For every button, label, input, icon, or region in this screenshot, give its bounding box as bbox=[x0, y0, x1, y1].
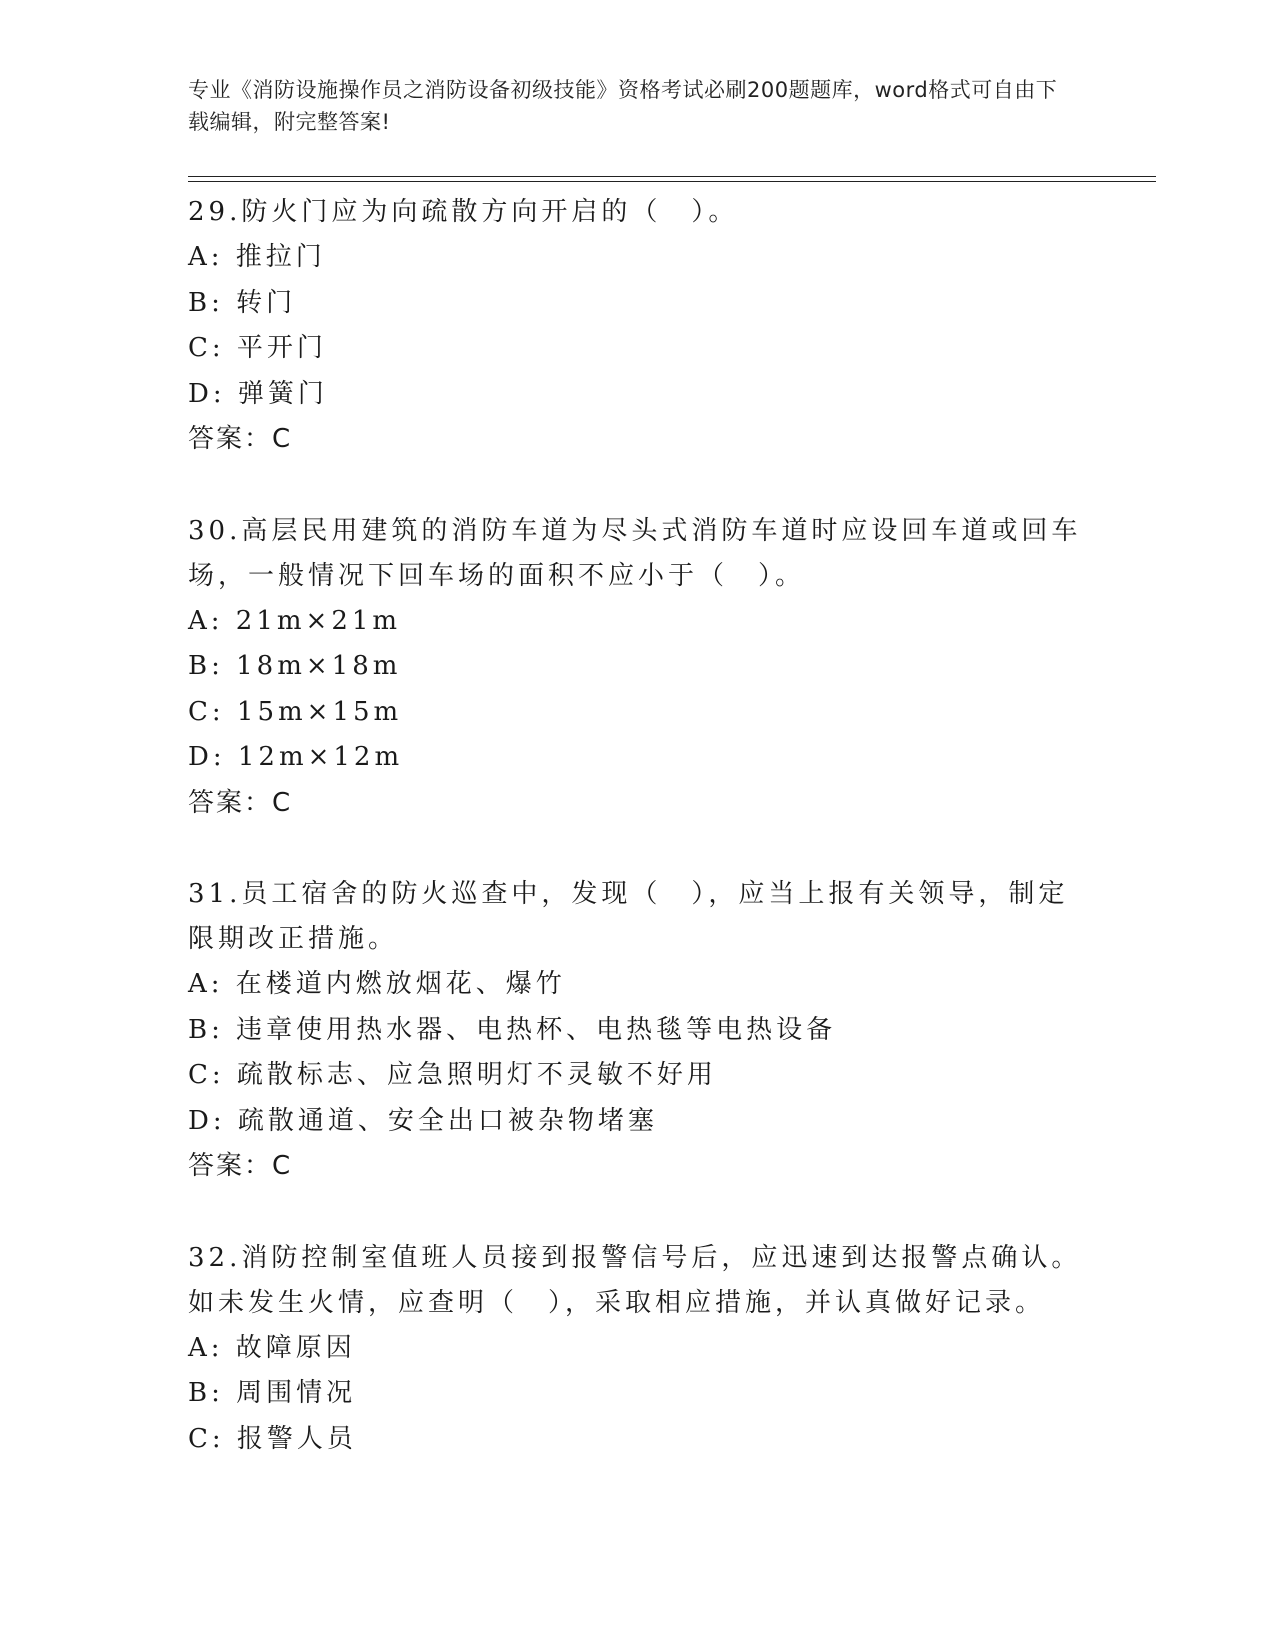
option-b: B: 周围情况 bbox=[188, 1378, 357, 1408]
question-32 bbox=[188, 1236, 1088, 1463]
answer-line: 答案：C bbox=[188, 1151, 293, 1181]
question-stem: 30.高层民用建筑的消防车道为尽头式消防车道时应设回车道或回车场，一般情况下回车场的面积不应小于（ ）。 bbox=[188, 515, 1082, 591]
question-stem: 32.消防控制室值班人员接到报警信号后，应迅速到达报警点确认。如未发生火情，应查明（ ），采取相应措施，并认真做好记录。 bbox=[188, 1242, 1082, 1318]
option-a: A: 在楼道内燃放烟花、爆竹 bbox=[188, 969, 566, 999]
header-divider-bottom bbox=[188, 181, 1156, 182]
header-note: 专业《消防设施操作员之消防设备初级技能》资格考试必刷200题题库，word格式可自由下载编辑，附完整答案! bbox=[188, 78, 1058, 134]
header-divider-top bbox=[188, 176, 1156, 177]
question-31 bbox=[188, 872, 1088, 1190]
question-30 bbox=[188, 509, 1088, 827]
option-d: D: 弹簧门 bbox=[188, 378, 328, 409]
option-a: A: 故障原因 bbox=[188, 1332, 356, 1363]
option-c: C: 疏散标志、应急照明灯不灵敏不好用 bbox=[188, 1060, 717, 1090]
option-c: C: 报警人员 bbox=[188, 1423, 357, 1454]
option-c: C: 15m×15m bbox=[188, 696, 403, 727]
option-a: A: 21m×21m bbox=[188, 605, 402, 636]
question-list bbox=[188, 190, 1088, 1508]
question-stem: 29.防火门应为向疏散方向开启的（ ）。 bbox=[188, 197, 739, 227]
option-b: B: 转门 bbox=[188, 287, 297, 318]
question-stem: 31.员工宿舍的防火巡查中，发现（ ），应当上报有关领导，制定限期改正措施。 bbox=[188, 879, 1069, 954]
answer-line: 答案：C bbox=[188, 424, 293, 454]
option-b: B: 18m×18m bbox=[188, 651, 402, 681]
option-d: D: 疏散通道、安全出口被杂物堵塞 bbox=[188, 1105, 658, 1136]
question-29 bbox=[188, 190, 1088, 463]
option-a: A: 推拉门 bbox=[188, 242, 326, 272]
option-b: B: 违章使用热水器、电热杯、电热毯等电热设备 bbox=[188, 1014, 837, 1045]
answer-line: 答案：C bbox=[188, 787, 293, 818]
option-d: D: 12m×12m bbox=[188, 742, 404, 772]
option-c: C: 平开门 bbox=[188, 333, 327, 363]
